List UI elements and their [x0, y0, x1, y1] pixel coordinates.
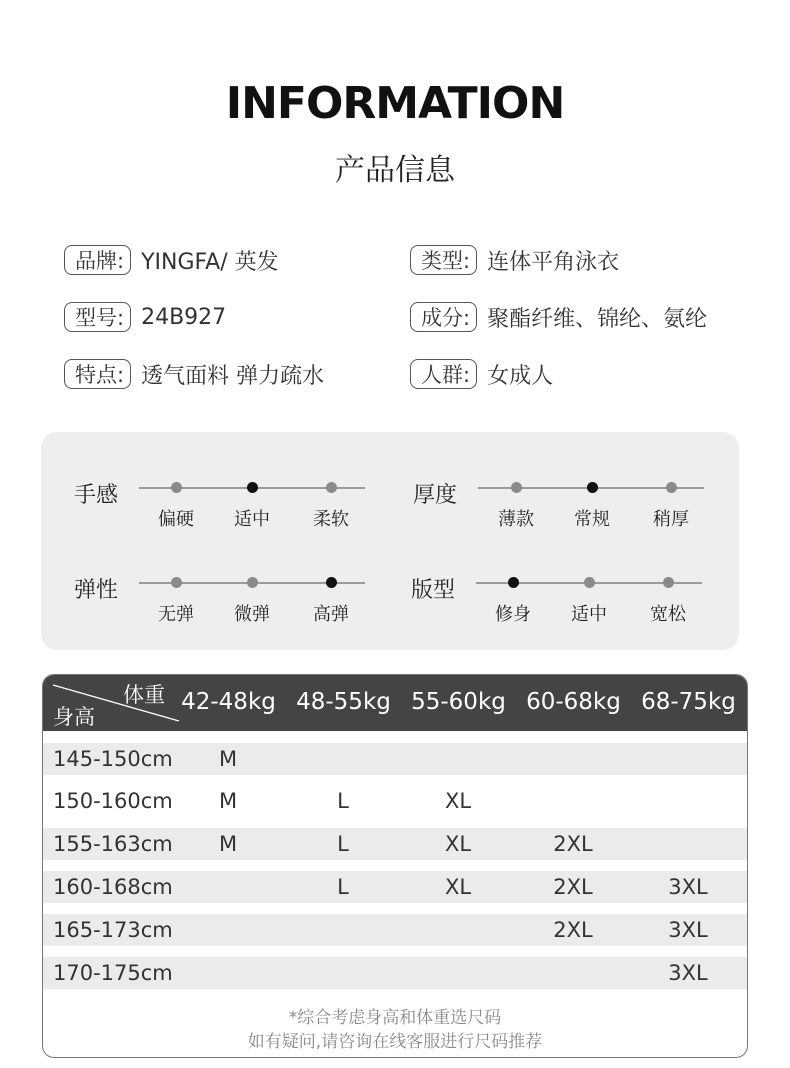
- size-cell: 3XL: [668, 875, 708, 899]
- info-model: [64, 301, 226, 333]
- scale-option: 稍厚: [653, 509, 689, 530]
- size-cell: XL: [444, 789, 472, 813]
- scale-option: 微弹: [234, 604, 270, 625]
- size-cell: 2XL: [553, 832, 593, 856]
- scale-dot: [326, 482, 337, 493]
- page-title: INFORMATION: [225, 78, 565, 129]
- row-height: 170-175cm: [53, 961, 173, 985]
- size-cell: M: [218, 747, 238, 771]
- brand-tag: 品牌:: [64, 245, 131, 275]
- row-height: 150-160cm: [53, 789, 173, 813]
- page-subtitle: 产品信息: [335, 153, 455, 188]
- weight-column-header: 42-48kg: [181, 689, 276, 715]
- info-type: [410, 244, 619, 276]
- row-height: 160-168cm: [53, 875, 173, 899]
- audience-value: 女成人: [487, 363, 554, 389]
- row-height: 155-163cm: [53, 832, 173, 856]
- info-feature: [64, 358, 324, 390]
- size-cell: 3XL: [668, 961, 708, 985]
- type-tag: 类型:: [410, 245, 477, 275]
- size-cell: M: [218, 832, 238, 856]
- scale-option: 高弹: [313, 604, 349, 625]
- size-cell: L: [337, 789, 349, 813]
- size-note: *综合考虑身高和体重选尺码: [288, 1008, 502, 1028]
- size-cell: 2XL: [553, 875, 593, 899]
- scale-label-feel: 手感: [74, 483, 119, 508]
- info-material: [410, 301, 707, 333]
- model-tag: 型号:: [64, 302, 131, 332]
- weight-header: 体重: [123, 683, 165, 707]
- feature-tag: 特点:: [64, 359, 131, 389]
- scale-dot: [587, 482, 598, 493]
- scale-dot: [508, 577, 519, 588]
- table-row: [43, 957, 747, 989]
- scale-option: 无弹: [158, 604, 194, 625]
- scale-dot: [171, 482, 182, 493]
- scale-dot: [663, 577, 674, 588]
- size-table-header: [43, 675, 747, 731]
- brand-value: YINGFA/ 英发: [141, 249, 279, 275]
- scale-dot: [326, 577, 337, 588]
- feature-value: 透气面料 弹力疏水: [141, 363, 325, 389]
- table-row: [43, 785, 747, 817]
- scale-label-thickness: 厚度: [413, 483, 458, 508]
- scale-dot: [511, 482, 522, 493]
- size-cell: 3XL: [668, 918, 708, 942]
- size-cell: XL: [444, 875, 472, 899]
- info-audience: [410, 358, 553, 390]
- scale-label-fit: 版型: [411, 578, 456, 603]
- scale-label-elasticity: 弹性: [74, 578, 119, 603]
- scale-dot: [666, 482, 677, 493]
- scale-option: 修身: [495, 604, 531, 625]
- attribute-panel: [41, 432, 739, 650]
- weight-column-header: 55-60kg: [411, 689, 506, 715]
- info-brand: [64, 244, 279, 276]
- scale-option: 薄款: [498, 509, 534, 530]
- weight-column-header: 60-68kg: [526, 689, 621, 715]
- scale-dot: [584, 577, 595, 588]
- size-cell: 2XL: [553, 918, 593, 942]
- scale-option: 适中: [571, 604, 607, 625]
- scale-option: 偏硬: [158, 509, 194, 530]
- table-row: [43, 871, 747, 903]
- size-cell: L: [337, 875, 349, 899]
- model-value: 24B927: [141, 304, 227, 330]
- scale-option: 柔软: [313, 509, 349, 530]
- table-row: [43, 828, 747, 860]
- type-value: 连体平角泳衣: [487, 249, 620, 275]
- size-note: 如有疑问,请咨询在线客服进行尺码推荐: [247, 1032, 543, 1052]
- weight-column-header: 48-55kg: [296, 689, 391, 715]
- row-height: 165-173cm: [53, 918, 173, 942]
- scale-dot: [247, 577, 258, 588]
- material-value: 聚酯纤维、锦纶、氨纶: [487, 306, 708, 332]
- audience-tag: 人群:: [410, 359, 477, 389]
- scale-dot: [247, 482, 258, 493]
- size-table: [42, 674, 748, 1058]
- size-cell: L: [337, 832, 349, 856]
- size-cell: M: [218, 789, 238, 813]
- weight-column-header: 68-75kg: [641, 689, 736, 715]
- material-tag: 成分:: [410, 302, 477, 332]
- scale-option: 常规: [574, 509, 610, 530]
- scale-dot: [171, 577, 182, 588]
- size-cell: XL: [444, 832, 472, 856]
- table-row: [43, 743, 747, 775]
- scale-option: 宽松: [650, 604, 686, 625]
- height-header: 身高: [53, 705, 95, 729]
- scale-option: 适中: [234, 509, 270, 530]
- table-row: [43, 914, 747, 946]
- row-height: 145-150cm: [53, 747, 173, 771]
